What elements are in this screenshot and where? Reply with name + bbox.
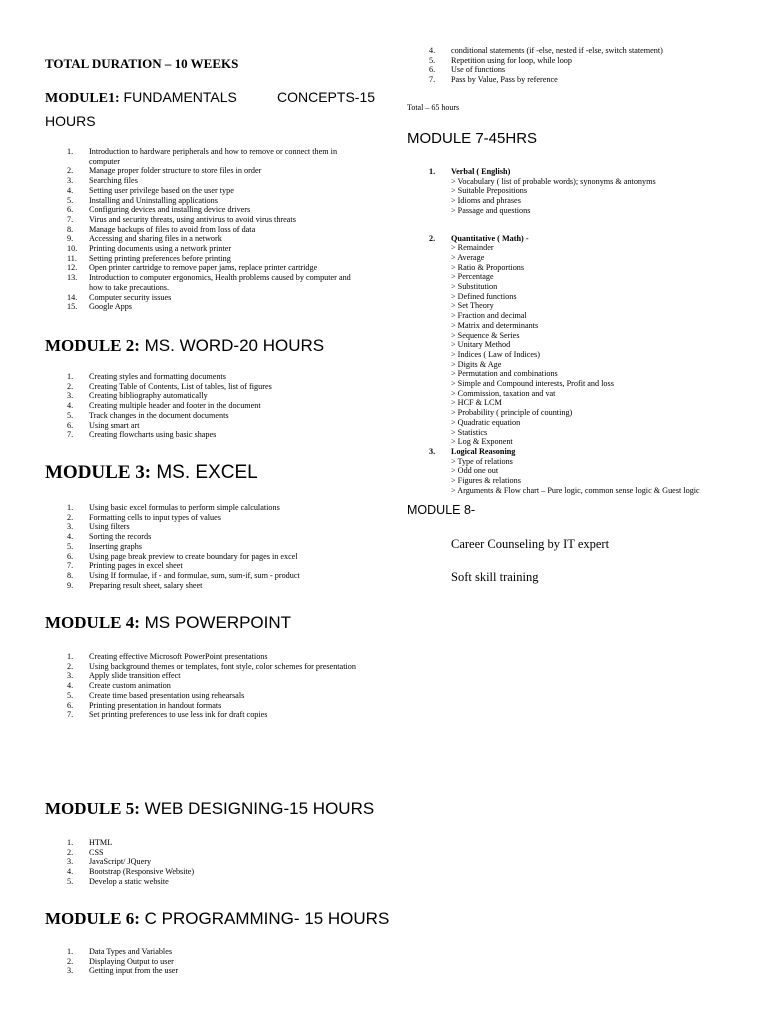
list-item-number: 4. <box>67 532 74 542</box>
list-item-number: 6. <box>67 551 74 561</box>
list-item-number: 11. <box>67 253 77 263</box>
list-item <box>45 273 365 292</box>
list-item-number: 15. <box>67 302 78 312</box>
list-item <box>45 225 365 235</box>
list-item-text: HTML <box>89 838 113 847</box>
list-item <box>407 56 747 66</box>
list-item-text: CSS <box>89 847 104 857</box>
list-item-number: 7. <box>67 214 74 224</box>
list-item <box>45 196 365 206</box>
list-item <box>45 542 365 552</box>
list-item-text: Google Apps <box>89 302 132 312</box>
list-item: > Average <box>451 252 485 262</box>
list-item-number: 1. <box>67 147 74 156</box>
list-item-text: Repetition using for loop, while loop <box>451 55 572 65</box>
module7-section <box>407 234 757 447</box>
list-item-number: 8. <box>67 224 74 234</box>
list-item-text: Set printing preferences to use less ink for draft copies <box>89 710 268 720</box>
list-item <box>45 652 365 662</box>
list-item-text: Configuring devices and installing device drivers <box>89 205 251 215</box>
list-item-text: Introduction to computer ergonomics, Health problems caused by computer and how to take precautions. <box>89 273 351 292</box>
module1-hours: HOURS <box>45 113 96 129</box>
list-item <box>45 957 365 967</box>
list-item-text: Bootstrap (Responsive Website) <box>89 867 195 877</box>
list-item: > Arguments & Flow chart – Pure logic, common sense logic & Guest logic <box>451 485 700 495</box>
list-item: > Idioms and phrases <box>451 196 521 206</box>
list-item-text: Searching files <box>89 176 138 186</box>
list-item-number: 7. <box>67 710 74 720</box>
module3-topic-list <box>45 503 365 590</box>
list-item-number: 1. <box>67 947 74 956</box>
list-item <box>45 186 365 196</box>
section-topic-list <box>451 177 757 216</box>
list-item: > Statistics <box>451 427 488 437</box>
list-item-number: 4. <box>67 401 74 411</box>
list-item-number: 3. <box>67 857 74 867</box>
list-item-text: Creating effective Microsoft PowerPoint presentations <box>89 652 268 661</box>
list-item-text: Create custom animation <box>89 681 171 691</box>
module3-heading <box>45 462 258 484</box>
list-item: > Indices ( Law of Indices) <box>451 349 540 359</box>
list-item-text: Creating Table of Contents, List of tables, list of figures <box>89 381 272 391</box>
list-item-number: 14. <box>67 292 78 302</box>
module2-heading <box>45 336 324 356</box>
list-item-number: 1. <box>67 503 74 512</box>
module8-item-soft-skill: Soft skill training <box>451 570 539 584</box>
module7-section <box>407 167 757 216</box>
list-item-text: Accessing and sharing files in a network <box>89 234 222 244</box>
list-item-text: Using page break preview to create boundary for pages in excel <box>89 551 298 561</box>
list-item <box>407 46 747 56</box>
list-item <box>45 411 365 421</box>
list-item-number: 6. <box>67 205 74 215</box>
list-item-text: conditional statements (if -else, nested if -else, switch statement) <box>451 46 663 55</box>
list-item-number: 4. <box>67 867 74 877</box>
list-item: > Quadratic equation <box>451 417 521 427</box>
list-item <box>45 513 365 523</box>
section-number: 1. <box>429 167 436 176</box>
section-title: Verbal ( English) <box>451 167 511 176</box>
list-item <box>45 966 365 976</box>
list-item-text: Creating multiple header and footer in the document <box>89 401 261 411</box>
list-item-text: Printing documents using a network printer <box>89 244 232 254</box>
list-item-number: 9. <box>67 234 74 244</box>
list-item <box>45 877 365 887</box>
list-item: > Set Theory <box>451 301 494 311</box>
list-item <box>45 430 365 440</box>
module6-heading <box>45 909 389 929</box>
list-item-text: Create time based presentation using rehearsals <box>89 690 245 700</box>
list-item-number: 5. <box>67 690 74 700</box>
list-item-text: Introduction to hardware peripherals and how to remove or connect them in computer <box>89 147 338 166</box>
list-item-text: Using basic excel formulas to perform simple calculations <box>89 503 280 512</box>
list-item: > Defined functions <box>451 291 517 301</box>
list-item-number: 7. <box>67 561 74 571</box>
list-item-text: Use of functions <box>451 65 506 75</box>
list-item-number: 3. <box>67 176 74 186</box>
module6-topic-list <box>45 947 365 976</box>
list-item-number: 8. <box>67 570 74 580</box>
list-item <box>45 372 365 382</box>
list-item-text: Printing presentation in handout formats <box>89 700 222 710</box>
module1-topic-list <box>45 147 365 312</box>
list-item <box>45 681 365 691</box>
module6-title: C PROGRAMMING- 15 HOURS <box>139 909 390 928</box>
list-item <box>45 215 365 225</box>
list-item-number: 3. <box>67 966 74 976</box>
list-item <box>45 701 365 711</box>
module1-prefix: MODULE1: <box>45 91 120 106</box>
list-item-number: 6. <box>67 700 74 710</box>
module7-sections <box>407 167 757 496</box>
list-item <box>45 662 365 672</box>
list-item-number: 4. <box>67 185 74 195</box>
list-item: > Digits & Age <box>451 359 502 369</box>
section-title: Logical Reasoning <box>451 446 516 456</box>
list-item-text: Creating bibliography automatically <box>89 391 208 401</box>
list-item: > Log & Exponent <box>451 437 513 447</box>
list-item: > Odd one out <box>451 466 499 476</box>
list-item-number: 2. <box>67 166 74 176</box>
list-item: > Probability ( principle of counting) <box>451 408 573 418</box>
module6-topic-list-continued <box>407 46 747 85</box>
list-item-text: Develop a static website <box>89 876 169 886</box>
list-item: > Fraction and decimal <box>451 311 527 321</box>
list-item-number: 5. <box>67 876 74 886</box>
list-item: > Vocabulary ( list of probable words); synonyms & antonyms <box>451 176 656 186</box>
list-item-number: 5. <box>67 541 74 551</box>
list-item-number: 2. <box>67 661 74 671</box>
list-item <box>45 176 365 186</box>
list-item: > Remainder <box>451 243 494 253</box>
module1-suffix: CONCEPTS-15 <box>277 89 376 105</box>
list-item-text: Open printer cartridge to remove paper jams, replace printer cartridge <box>89 263 318 273</box>
list-item-text: Setting user privilege based on the user type <box>89 185 234 195</box>
list-item-text: Preparing result sheet, salary sheet <box>89 580 203 590</box>
module7-heading: MODULE 7-45HRS <box>407 130 538 147</box>
list-item-number: 3. <box>67 391 74 401</box>
list-item <box>45 552 365 562</box>
list-item-text: Using background themes or templates, font style, color schemes for presentation <box>89 661 356 671</box>
list-item: > Substitution <box>451 282 498 292</box>
list-item-number: 3. <box>67 671 74 681</box>
list-item-text: Data Types and Variables <box>89 947 173 956</box>
list-item: > Permutation and combinations <box>451 369 558 379</box>
list-item: > Commission, taxation and vat <box>451 388 556 398</box>
list-item: > Passage and questions <box>451 205 531 215</box>
list-item-number: 2. <box>67 381 74 391</box>
list-item <box>45 848 365 858</box>
list-item: > Simple and Compound interests, Profit and loss <box>451 379 614 389</box>
list-item <box>45 857 365 867</box>
list-item-number: 2. <box>67 512 74 522</box>
list-item-text: JavaScript/ JQuery <box>89 857 152 867</box>
module6-prefix: MODULE 6: <box>45 909 140 928</box>
list-item <box>45 263 365 273</box>
list-item: > HCF & LCM <box>451 398 502 408</box>
module5-title: WEB DESIGNING-15 HOURS <box>139 799 375 818</box>
list-item-text: Using filters <box>89 522 130 532</box>
module5-topic-list <box>45 838 365 887</box>
list-item-number: 12. <box>67 263 78 273</box>
list-item <box>407 75 747 85</box>
list-item-text: Virus and security threats, using antivirus to avoid virus threats <box>89 214 296 224</box>
list-item <box>45 293 365 303</box>
list-item <box>45 671 365 681</box>
list-item-number: 6. <box>67 420 74 430</box>
list-item <box>45 867 365 877</box>
list-item-number: 10. <box>67 244 78 254</box>
module7-section <box>407 447 757 496</box>
list-item-text: Formatting cells to input types of values <box>89 512 221 522</box>
list-item-number: 1. <box>67 372 74 381</box>
list-item-text: Track changes in the document documents <box>89 410 229 420</box>
list-item <box>45 421 365 431</box>
section-topic-list <box>451 457 757 496</box>
list-item: > Matrix and determinants <box>451 320 539 330</box>
total-duration-heading: TOTAL DURATION – 10 WEEKS <box>45 56 239 71</box>
list-item: > Sequence & Series <box>451 330 520 340</box>
list-item-number: 5. <box>429 55 436 65</box>
list-item-text: Manage proper folder structure to store files in order <box>89 166 262 176</box>
list-item <box>45 838 365 848</box>
list-item <box>45 391 365 401</box>
list-item <box>45 503 365 513</box>
module4-prefix: MODULE 4: <box>45 613 140 632</box>
list-item-number: 4. <box>67 681 74 691</box>
list-item-text: Installing and Uninstalling applications <box>89 195 218 205</box>
module2-title: MS. WORD-20 HOURS <box>139 336 325 355</box>
module1-title: FUNDAMENTALS <box>119 89 237 105</box>
list-item <box>45 244 365 254</box>
list-item: > Percentage <box>451 272 494 282</box>
list-item: > Figures & relations <box>451 476 521 486</box>
list-item-text: Sorting the records <box>89 532 152 542</box>
list-item <box>45 147 365 166</box>
list-item-text: Displaying Output to user <box>89 956 174 966</box>
list-item <box>45 382 365 392</box>
list-item-text: Getting input from the user <box>89 966 179 976</box>
list-item <box>45 401 365 411</box>
list-item-text: Creating flowcharts using basic shapes <box>89 430 217 440</box>
list-item: > Ratio & Proportions <box>451 262 525 272</box>
list-item-number: 6. <box>429 65 436 75</box>
module4-topic-list <box>45 652 365 720</box>
list-item <box>45 532 365 542</box>
list-item-number: 7. <box>67 430 74 440</box>
module3-title: MS. EXCEL <box>151 462 258 483</box>
list-item-number: 2. <box>67 847 74 857</box>
list-item <box>45 522 365 532</box>
module8-heading: MODULE 8- <box>407 503 476 517</box>
list-item-text: Creating styles and formatting documents <box>89 372 226 381</box>
list-item-number: 7. <box>429 75 436 85</box>
list-item-number: 2. <box>67 956 74 966</box>
list-item-number: 13. <box>67 273 78 283</box>
module5-heading <box>45 799 374 819</box>
list-item-text: Using If formulae, if - and formulae, sum, sum-if, sum - product <box>89 570 300 580</box>
list-item: > Suitable Prepositions <box>451 186 528 196</box>
module2-prefix: MODULE 2: <box>45 336 140 355</box>
list-item-text: Setting printing preferences before printing <box>89 253 231 263</box>
list-item <box>45 254 365 264</box>
list-item: > Unitary Method <box>451 340 511 350</box>
list-item <box>45 947 365 957</box>
list-item-text: Apply slide transition effect <box>89 671 181 681</box>
list-item <box>407 65 747 75</box>
module3-prefix: MODULE 3: <box>45 462 152 483</box>
list-item <box>45 205 365 215</box>
list-item <box>45 234 365 244</box>
list-item-number: 4. <box>429 46 436 55</box>
list-item <box>45 581 365 591</box>
section-title: Quantitative ( Math) - <box>451 233 529 243</box>
section-topic-list <box>451 243 757 447</box>
module8-item-career-counseling: Career Counseling by IT expert <box>451 537 610 551</box>
list-item <box>45 571 365 581</box>
list-item <box>45 166 365 176</box>
list-item-text: Manage backups of files to avoid from loss of data <box>89 224 256 234</box>
total-hours: Total – 65 hours <box>407 103 460 112</box>
list-item-number: 5. <box>67 195 74 205</box>
list-item-number: 3. <box>67 522 74 532</box>
list-item-text: Computer security issues <box>89 292 172 302</box>
list-item-text: Using smart art <box>89 420 140 430</box>
module1-heading <box>45 89 237 107</box>
module4-heading <box>45 613 291 633</box>
list-item-number: 1. <box>67 838 74 847</box>
list-item-number: 1. <box>67 652 74 661</box>
list-item <box>45 710 365 720</box>
list-item: > Type of relations <box>451 456 513 466</box>
section-number: 2. <box>429 233 436 243</box>
module2-topic-list <box>45 372 365 440</box>
list-item <box>45 691 365 701</box>
list-item <box>45 302 365 312</box>
module5-prefix: MODULE 5: <box>45 799 140 818</box>
list-item-text: Inserting graphs <box>89 541 142 551</box>
list-item-text: Printing pages in excel sheet <box>89 561 183 571</box>
section-number: 3. <box>429 446 436 456</box>
list-item-text: Pass by Value, Pass by reference <box>451 75 558 85</box>
module4-title: MS POWERPOINT <box>139 613 292 632</box>
list-item <box>45 561 365 571</box>
list-item-number: 9. <box>67 580 74 590</box>
list-item-number: 5. <box>67 410 74 420</box>
